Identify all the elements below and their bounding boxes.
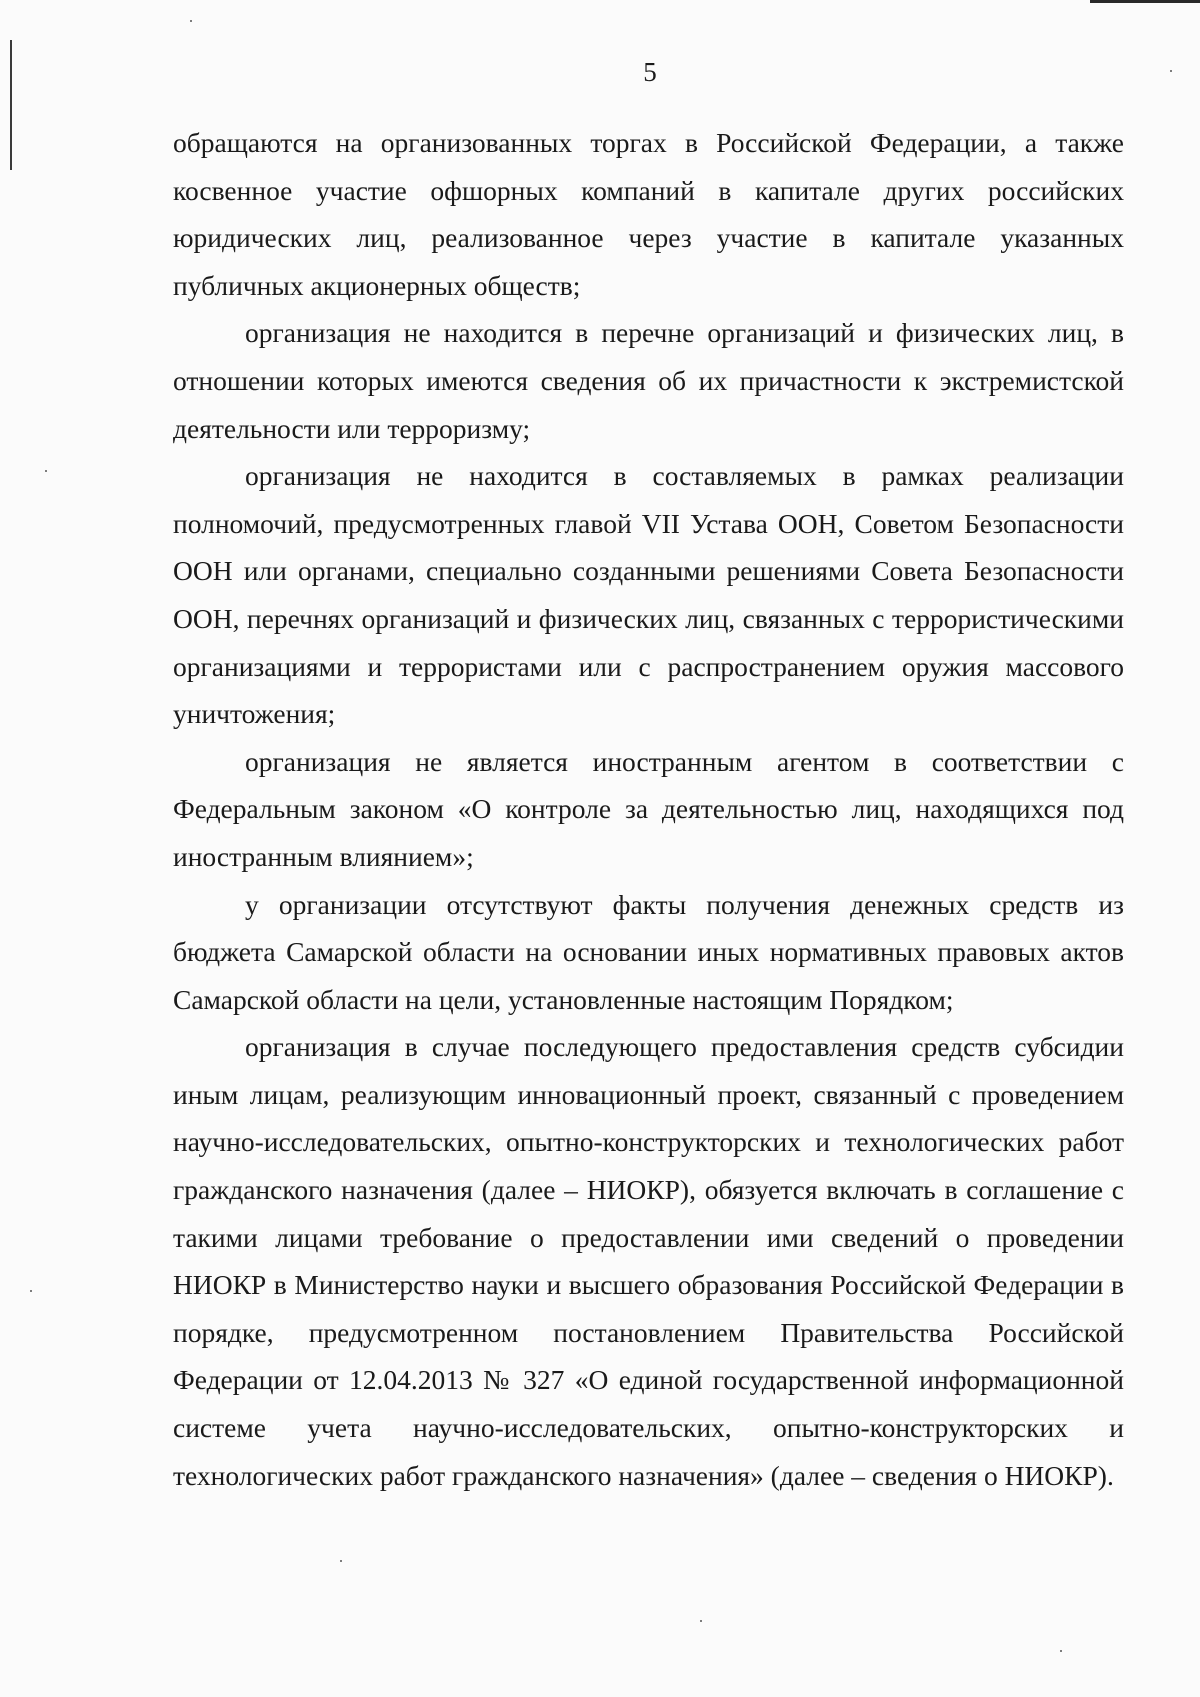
paragraph: организация в случае последующего предоставления средств субсидии иным лицам, реализующим инновационный проект, связанный с проведением научно-исследовательских, опытно-конструкторских и технологических работ гражданского назначения (далее – НИОКР), обязуется включать в соглашение с такими лицами требование о предоставлении ими сведений о проведении НИОКР в Министерство науки и высшего образования Российской Федерации в порядке, предусмотренном постановлением Правительства Российской Федерации от 12.04.2013 № 327 «О единой государственной информационной системе учета научно-исследовательских, опытно-конструкторских и технологических работ гражданского назначения» (далее – сведения о НИОКР). bbox=[173, 1031, 1124, 1491]
scan-speck bbox=[30, 1290, 32, 1292]
scan-speck bbox=[340, 1560, 342, 1562]
scan-edge-mark bbox=[1090, 0, 1200, 3]
scan-speck bbox=[1170, 70, 1172, 72]
paragraph: у организации отсутствуют факты получения денежных средств из бюджета Самарской области на основании иных нормативных правовых актов Самарской области на цели, установленные настоящим Порядком; bbox=[173, 888, 1124, 1015]
page-number: 5 bbox=[643, 57, 657, 87]
scan-speck bbox=[45, 470, 47, 472]
scan-speck bbox=[1060, 1650, 1062, 1652]
scan-speck bbox=[700, 1620, 702, 1622]
paragraph: организация не находится в составляемых в рамках реализации полномочий, предусмотренных главой VII Устава ООН, Советом Безопасности ООН или органами, специально созданными решениями Совета Безопасности ООН, перечнях организаций и физических лиц, связанных с террористическими организациями и террористами или с распространением оружия массового уничтожения; bbox=[173, 460, 1124, 730]
paragraph-continuation: обращаются на организованных торгах в Российской Федерации, а также косвенное участие офшорных компаний в капитале других российских юридических лиц, реализованное через участие в капитале указанных публичных акционерных обществ; bbox=[173, 127, 1124, 301]
paragraph: организация не является иностранным агентом в соответствии с Федеральным законом «О контроле за деятельностью лиц, находящихся под иностранным влиянием»; bbox=[173, 745, 1124, 872]
paragraph: организация не находится в перечне организаций и физических лиц, в отношении которых имеются сведения об их причастности к экстремистской деятельности или терроризму; bbox=[173, 317, 1124, 444]
document-body bbox=[173, 119, 1124, 1499]
scan-speck bbox=[190, 20, 192, 22]
